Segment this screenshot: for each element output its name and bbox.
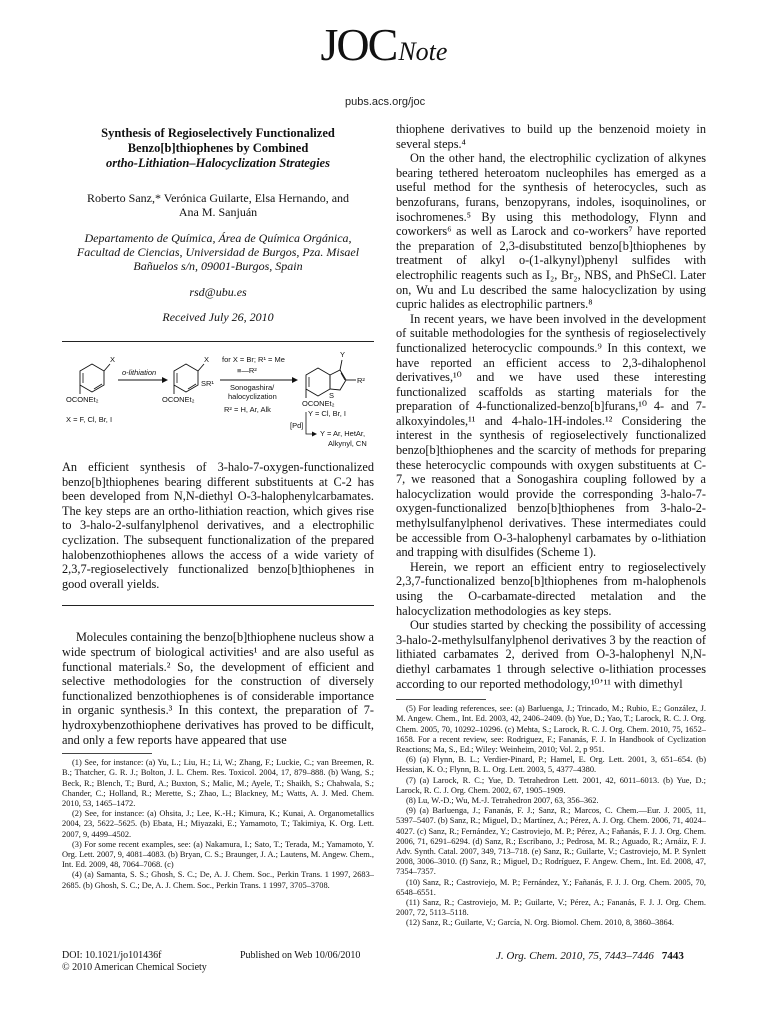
label-ocone-1: OCONEt₂: [66, 395, 99, 404]
reaction-scheme: [62, 344, 374, 452]
footnote: (11) Sanz, R.; Castroviejo, M. P.; Guilarte, V.; Pérez, A.; Fananás, F. J. J. Org. Chem. 2007, 72, 5113–5118.: [396, 898, 706, 918]
journal-url[interactable]: pubs.acs.org/joc: [345, 96, 426, 108]
label-ocone-3: OCONEt₂: [302, 399, 335, 408]
footnote: (2) See, for instance: (a) Ohsita, J.; Lee, K.-H.; Kimura, K.; Kunai, A. Organometallics 2004, 23, 5622–5625. (b) Ebata, H.; Miyazaki, E.; Yamamoto, T.; Takimiya, K. Org. Lett. 2007, 9, 4499–4502.: [62, 809, 374, 839]
body-paragraph: Herein, we report an efficient entry to regioselectively 2,3,7-functionalized benzo[b]thiophenes from m-halophenols using the O-carbamate-directed metalation and the halocyclization methodologies as key steps.: [396, 559, 706, 618]
footnote: (6) (a) Flynn, B. L.; Verdier-Pinard, P.; Hamel, E. Org. Lett. 2001, 3, 651–654. (b) Hessian, K. O.; Flynn, B. L. Org. Lett. 2003, 5, 4377–4380.: [396, 755, 706, 775]
label-y-def3: Alkynyl, CN: [328, 439, 367, 448]
label-r2: R²: [357, 376, 365, 385]
label-alkyne: ≡—R²: [237, 366, 257, 375]
footnote: (4) (a) Samanta, S. S.; Ghosh, S. C.; De, A. J. Chem. Soc., Perkin Trans. 1 1997, 2683–2685. (b) Ghosh, S. C.; De, A. J. Chem. Soc., Perkin Trans. 1 1997, 3705–3708.: [62, 870, 374, 890]
label-y-def: Y = Cl, Br, I: [308, 409, 347, 418]
label-ocone-2: OCONEt₂: [162, 395, 195, 404]
footnote: (12) Sanz, R.; Guilarte, V.; García, N. Org. Biomol. Chem. 2010, 8, 3860–3864.: [406, 918, 674, 928]
label-x: X: [110, 355, 116, 364]
article-title: Synthesis of Regioselectively Functionalized Benzo[b]thiophenes by Combined ortho-Lithiation–Halocyclization Strategies: [101, 126, 335, 170]
author-list: Roberto Sanz,* Verónica Guilarte, Elsa Hernando, and Ana M. Sanjuán: [86, 191, 350, 219]
author-email[interactable]: rsd@ubu.es: [189, 285, 247, 299]
body-paragraph: On the other hand, the electrophilic cyclization of alkynes bearing tethered heteroatom nucleophiles has emerged as a useful method for the synthesis of heterocycles, such as benzofurans, furans, benzopyrans, indoles, isoquinolines, or isochromenes.⁵ By using this methodology, Flynn and coworkers⁶ as well as Larock and co-workers⁷ have reported the preparation of 2,3-disubstituted benzo[b]thiophenes by treatment of alkyl o-(1-alkynyl)phenyl sulfides with electrophilic reagents such as I₂, Br₂, NBS, and PhSeCl. Later on, Wu and Lu described the same halocyclization by using cupric halides as electrophilic partners.⁸: [396, 151, 706, 312]
label-cond-top: for X = Br; R¹ = Me: [222, 355, 285, 364]
footnote: (1) See, for instance: (a) Yu, L.; Liu, H.; Li, W.; Zhang, F.; Luckie, C.; van Breemen, R. B.; Thatcher, G. R. J.; Bolton, J. L. Chem. Res. Toxicol. 2004, 17, 879–888. (b) Wang, S.; Beck, R.; Blench, T.; Burd, A.; Buxton, S.; Malic, M.; Ayele, T.; Shaikh, S.; Chahwala, S.; Chander, C.; Holland, R.; Merette, S.; Zhao, L.; Blackney, M.; Watts, A. J. Med. Chem. 2010, 53, 1465–1472.: [62, 758, 374, 808]
label-x2: X: [204, 355, 210, 364]
footnote: (5) For leading references, see: (a) Barluenga, J.; Trincado, M.; Rubio, E.; González, J. M. Angew. Chem., Int. Ed. 2003, 42, 2406–2409. (b) Yue, D.; Yao, T.; Larock, R. C. J. Org. Chem. 2005, 70, 10292–10296. (c) Mehta, S.; Larock, R. C. J. Org. Chem. 2010, 75, 1652–1658. For a recent review, see: Rodriguez, F.; Fananás, F. J. In Handbook of Cyclization Reactions; Ma, S., Ed.; Wiley: Weinheim, 2010; Vol. 2, p 951.: [396, 704, 706, 754]
footnote-divider: [62, 753, 152, 754]
intro-paragraph: Molecules containing the benzo[b]thiophene nucleus show a wide spectrum of biological activities¹ and are also useful as functional materials.² So, the development of efficient and selective methodologies for the construction of diversely functionalized benzothiophenes is of considerable importance in organic synthesis.³ In this context, the preparation of 7-hydroxybenzothiophene derivatives has proved to be difficult, and only a few reports have appeared that use: [62, 630, 374, 747]
label-step1: o-lithiation: [122, 368, 157, 377]
label-r2-def: R² = H, Ar, Alk: [224, 405, 271, 414]
page-number: 7443: [661, 950, 684, 962]
label-y-def2: Y = Ar, HetAr,: [320, 429, 366, 438]
body-paragraph: In recent years, we have been involved in the development of suitable methodologies for the synthesis of regioselectively functionalized heterocyclic compounds.⁹ In this context, we have reported an efficient access to 2,3-dihalophenol derivatives,¹⁰ and we have used these interesting functionalized scaffolds as starting materials for the preparation of 4-functionalized-benzo[b]furans,¹⁰ 4- and 7-alkoxyindoles,¹¹ and 4-halo-1H-indoles.¹² Considering the interest in the synthesis of regioselectively functionalized benzo[b]thiophenes and the scarcity of methods for preparing these heterocyclic compounds with oxygen substituents at C-7, we reasoned that a Sonogashira coupling followed by a halocyclization would provide the corresponding 3-halo-7-oxygen-functionalized benzo[b]thiophenes from 3-halo-2-methylsulfanylphenol derivatives. These intermediates could be accessible from O-3-halophenyl carbamates by o-lithiation and trapping with disulfides (Scheme 1).: [396, 311, 706, 560]
footnote-divider: [396, 699, 486, 700]
footer-journal: [496, 950, 684, 962]
abstract: An efficient synthesis of 3-halo-7-oxygen-functionalized benzo[b]thiophenes bearing different substituents at C-2 has been developed from N,N-diethyl O-3-halophenylcarbamates. The key steps are an ortho-lithiation reaction, which gives rise to 3-halo-2-sulfanylphenol derivatives, and a electrophilic cyclization. The subsequent functionalization of the prepared halobenzothiophenes allows the access of a wide variety of 2,3,7-regioselectively functionalized benzo[b]thiophenes in good overall yields.: [62, 460, 374, 591]
divider: [62, 605, 374, 606]
label-cond3: halocyclization: [228, 392, 277, 401]
body-paragraph: Our studies started by checking the possibility of accessing 3-halo-2-methylsulfanylphenol derivatives 3 by the reaction of lithiated carbamates 2, derived from O-3-halophenyl N,N-diethyl carbamates 1 through selective o-lithiation processes according to our reported methodology,¹⁰ʼ¹¹ with dimethyl: [396, 618, 706, 691]
footnote: (9) (a) Barluenga, J.; Fananás, F. J.; Sanz, R.; Marcos, C. Chem.—Eur. J. 2005, 11, 5397–5407. (b) Sanz, R.; Miguel, D.; Martínez, A.; Pérez, A. J. Org. Chem. 2006, 71, 4024–4027. (c) Sanz, R.; Fernández, Y.; Castroviejo, M. P.; Pérez, A.; Fañanás, F. J. J. Org. Chem. 2006, 71, 6291–6294. (d) Sanz, R.; Escribano, J.; Pedrosa, M. R.; Aguado, R.; Arnáiz, F. J. Adv. Synth. Catal. 2007, 349, 713–718. (e) Sanz, R.; Guilarte, V.; Castroviejo, M. P. Synlett 2008, 3006–3010. (f) Sanz, R.; Miguel, D.; Rodríguez, F. Angew. Chem., Int. Ed. 2008, 47, 7354–7357.: [396, 806, 706, 877]
footnote: (3) For some recent examples, see: (a) Nakamura, I.; Sato, T.; Terada, M.; Yamamoto, Y. Org. Lett. 2007, 9, 4081–4083. (b) Bryan, C. S.; Braunger, J. A.; Lautens, M. Angew. Chem., Int. Ed. 2009, 48, 7064–7068. (c): [62, 839, 374, 870]
left-column: [62, 122, 374, 891]
label-s: S: [329, 391, 335, 400]
label-sr: SR¹: [201, 379, 214, 388]
received-date: Received July 26, 2010: [162, 310, 274, 324]
body-paragraph: thiophene derivatives to build up the benzenoid moiety in several steps.⁴: [396, 122, 706, 151]
label-cond2: Sonogashira/: [230, 383, 275, 392]
footer-published: Published on Web 10/06/2010: [240, 950, 361, 961]
affiliation: Departamento de Química, Área de Química Orgánica, Facultad de Ciencias, Universidad de Burgos, Pza. Misael Bañuelos s/n, 09001-Burgos, Spain: [76, 231, 360, 273]
label-y: Y: [340, 350, 346, 359]
label-x-def: X = F, Cl, Br, I: [66, 415, 113, 424]
label-pd: [Pd]: [290, 421, 304, 430]
footnote: (10) Sanz, R.; Castroviejo, M. P.; Fernández, Y.; Fañanás, F. J. J. Org. Chem. 2005, 70, 6548–6551.: [396, 877, 706, 897]
divider: [62, 341, 374, 342]
scheme-graphic: [62, 344, 374, 452]
copyright-text: © 2010 American Chemical Society: [62, 962, 207, 973]
journal-citation: J. Org. Chem. 2010, 75, 7443–7446: [496, 950, 654, 962]
footer-doi: [62, 950, 207, 974]
journal-logo: JOCNote: [320, 19, 448, 70]
footnote: (7) (a) Larock, R. C.; Yue, D. Tetrahedron Lett. 2001, 42, 6011–6013. (b) Yue, D.; Larock, R. C. J. Org. Chem. 2002, 67, 1905–1909.: [396, 775, 706, 795]
journal-masthead: [0, 19, 768, 75]
doi-text[interactable]: DOI: 10.1021/jo101436f: [62, 950, 162, 961]
right-column: [396, 122, 706, 929]
footnote: (8) Lu, W.-D.; Wu, M.-J. Tetrahedron 2007, 63, 356–362.: [406, 795, 599, 805]
